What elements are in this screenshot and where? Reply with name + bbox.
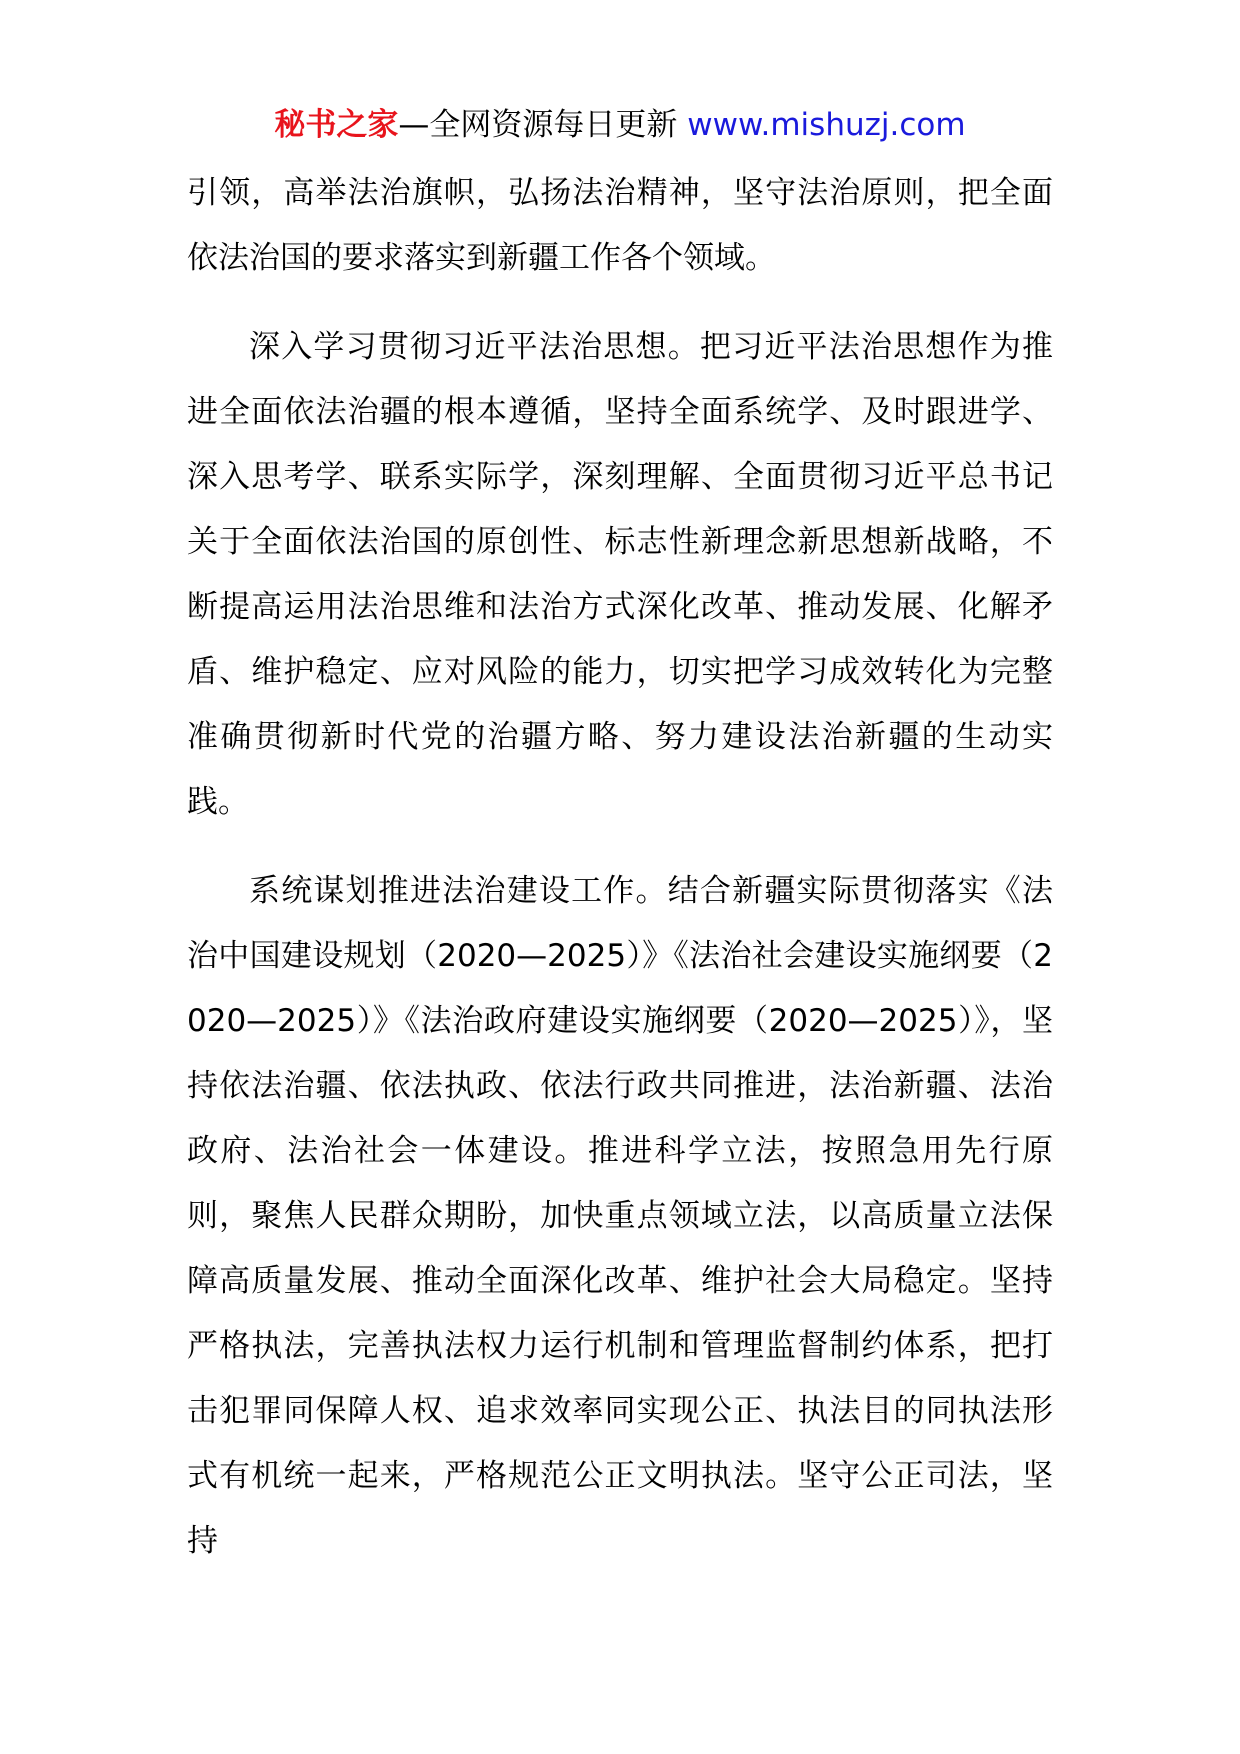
paragraph-study-thought: 深入学习贯彻习近平法治思想。把习近平法治思想作为推进全面依法治疆的根本遵循，坚持全面系统学、及时跟进学、深入思考学、联系实际学，深刻理解、全面贯彻习近平总书记关于全面依法治国的原创性、标志性新理念新思想新战略，不断提高运用法治思维和法治方式深化改革、推动发展、化解矛盾、维护稳定、应对风险的能力，切实把学习成效转化为完整准确贯彻新时代党的治疆方略、努力建设法治新疆的生动实践。 — [187, 329, 1053, 820]
paragraph-rule-of-law-construction: 系统谋划推进法治建设工作。结合新疆实际贯彻落实《法治中国建设规划（2020—2025）》《法治社会建设实施纲要（2020—2025）》《法治政府建设实施纲要（2020—2025）》，坚持依法治疆、依法执政、依法行政共同推进，法治新疆、法治政府、法治社会一体建设。推进科学立法，按照急用先行原则，聚焦人民群众期盼，加快重点领域立法，以高质量立法保障高质量发展、推动全面深化改革、维护社会大局稳定。坚持严格执法，完善执法权力运行机制和管理监督制约体系，把打击犯罪同保障人权、追求效率同实现公正、执法目的同执法形式有机统一起来，严格规范公正文明执法。坚守公正司法，坚持 — [187, 873, 1053, 1559]
site-header — [0, 103, 1240, 147]
paragraph-continued: 引领，高举法治旗帜，弘扬法治精神，坚守法治原则，把全面依法治国的要求落实到新疆工作各个领域。 — [187, 175, 1053, 276]
site-url-link[interactable]: www.mishuzj.com — [687, 107, 966, 143]
brand-name: 秘书之家 — [274, 107, 399, 143]
document-body — [187, 161, 1053, 1574]
header-slogan: —全网资源每日更新 — [398, 107, 688, 143]
